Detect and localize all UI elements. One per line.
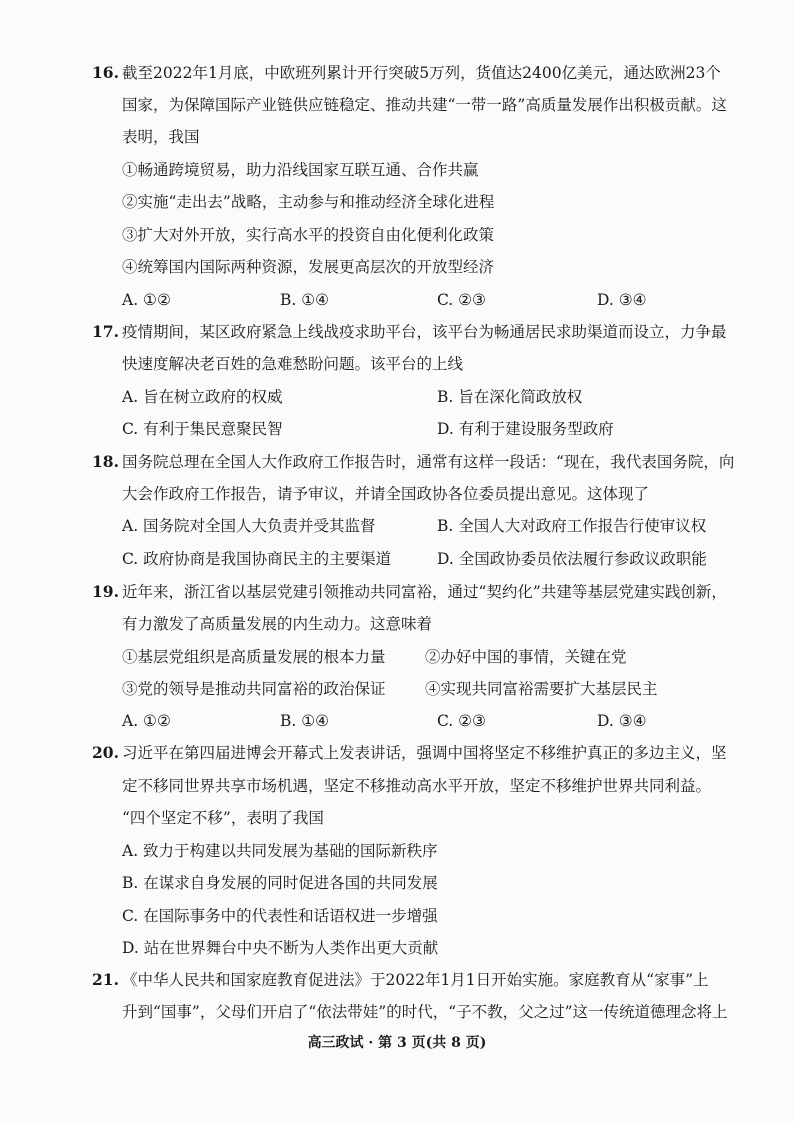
question-20-number: 20. [92, 743, 119, 762]
question-21-number: 21. [92, 970, 119, 989]
question-17-option-d[interactable]: D. 有利于建设服务型政府 [437, 420, 614, 438]
question-20-option-b[interactable]: B. 在谋求自身发展的同时促进各国的共同发展 [122, 874, 438, 892]
question-18-option-b[interactable]: B. 全国人大对政府工作报告行使审议权 [437, 517, 707, 535]
question-19-item-1: ①基层党组织是高质量发展的根本力量 [122, 648, 386, 666]
question-19-number: 19. [92, 582, 119, 601]
question-20-stem-line-3: “四个坚定不移”，表明了我国 [122, 809, 324, 827]
question-17-stem-line-2: 快速度解决老百姓的急难愁盼问题。该平台的上线 [122, 355, 464, 373]
question-16-item-4: ④统筹国内国际两种资源，发展更高层次的开放型经济 [122, 258, 495, 276]
question-20-stem-line-2: 定不移同世界共享市场机遇，坚定不移推动高水平开放，坚定不移维护世界共同利益。 [122, 777, 712, 795]
question-19-stem-line-1: 近年来，浙江省以基层党建引领推动共同富裕，通过“契约化”共建等基层党建实践创新， [122, 583, 727, 601]
question-17-option-b[interactable]: B. 旨在深化简政放权 [437, 388, 583, 406]
question-19-option-c[interactable]: C. ②③ [437, 712, 486, 730]
question-16-option-b[interactable]: B. ①④ [280, 291, 330, 309]
question-16-option-a[interactable]: A. ①② [122, 291, 171, 309]
question-19-option-a[interactable]: A. ①② [122, 712, 171, 730]
question-21-stem-line-1: 《中华人民共和国家庭教育促进法》于2022年1月1日开始实施。家庭教育从“家事”上 [122, 971, 709, 989]
question-20-option-a[interactable]: A. 致力于构建以共同发展为基础的国际新秩序 [122, 842, 438, 860]
question-20-option-c[interactable]: C. 在国际事务中的代表性和话语权进一步增强 [122, 907, 438, 925]
page-footer: 高三政试 · 第 3 页(共 8 页) [307, 1035, 487, 1051]
question-19-item-2: ②办好中国的事情，关键在党 [425, 648, 627, 666]
question-17-option-c[interactable]: C. 有利于集民意聚民智 [122, 420, 283, 438]
question-18-number: 18. [92, 452, 119, 471]
question-16-stem-line-1: 截至2022年1月底，中欧班列累计开行突破5万列，货值达2400亿美元，通达欧洲23个 [122, 64, 721, 82]
question-19-option-d[interactable]: D. ③④ [597, 712, 647, 730]
question-18-option-a[interactable]: A. 国务院对全国人大负责并受其监督 [122, 517, 376, 535]
question-19-stem-line-2: 有力激发了高质量发展的内生动力。这意味着 [122, 615, 433, 633]
question-16-stem-line-2: 国家，为保障国际产业链供应链稳定、推动共建“一带一路”高质量发展作出积极贡献。这 [122, 96, 727, 114]
question-19-item-4: ④实现共同富裕需要扩大基层民主 [425, 680, 658, 698]
question-16-number: 16. [92, 63, 119, 82]
question-18-stem-line-1: 国务院总理在全国人大作政府工作报告时，通常有这样一段话：“现在，我代表国务院，向 [122, 453, 735, 471]
question-16-option-d[interactable]: D. ③④ [597, 291, 647, 309]
question-20-stem-line-1: 习近平在第四届进博会开幕式上发表讲话，强调中国将坚定不移维护真正的多边主义，坚 [122, 744, 727, 762]
question-16-item-3: ③扩大对外开放，实行高水平的投资自由化便利化政策 [122, 226, 495, 244]
question-17-number: 17. [92, 322, 119, 341]
question-17-stem-line-1: 疫情期间，某区政府紧急上线战疫求助平台，该平台为畅通居民求助渠道而设立，力争最 [122, 323, 727, 341]
question-20-option-d[interactable]: D. 站在世界舞台中央不断为人类作出更大贡献 [122, 939, 439, 957]
question-21-stem-line-2: 升到“国事”，父母们开启了“依法带娃”的时代，“子不教，父之过”这一传统道德理念将上 [122, 1003, 728, 1021]
question-17-option-a[interactable]: A. 旨在树立政府的权威 [122, 388, 283, 406]
question-18-stem-line-2: 大会作政府工作报告，请予审议，并请全国政协各位委员提出意见。这体现了 [122, 485, 650, 503]
question-19-item-3: ③党的领导是推动共同富裕的政治保证 [122, 680, 386, 698]
question-19-option-b[interactable]: B. ①④ [280, 712, 330, 730]
question-18-option-c[interactable]: C. 政府协商是我国协商民主的主要渠道 [122, 550, 392, 568]
question-16-item-1: ①畅通跨境贸易，助力沿线国家互联互通、合作共赢 [122, 161, 479, 179]
question-16-stem-line-3: 表明，我国 [122, 128, 200, 146]
question-16-item-2: ②实施“走出去”战略，主动参与和推动经济全球化进程 [122, 193, 495, 211]
question-16-option-c[interactable]: C. ②③ [437, 291, 486, 309]
question-18-option-d[interactable]: D. 全国政协委员依法履行参政议政职能 [437, 550, 707, 568]
